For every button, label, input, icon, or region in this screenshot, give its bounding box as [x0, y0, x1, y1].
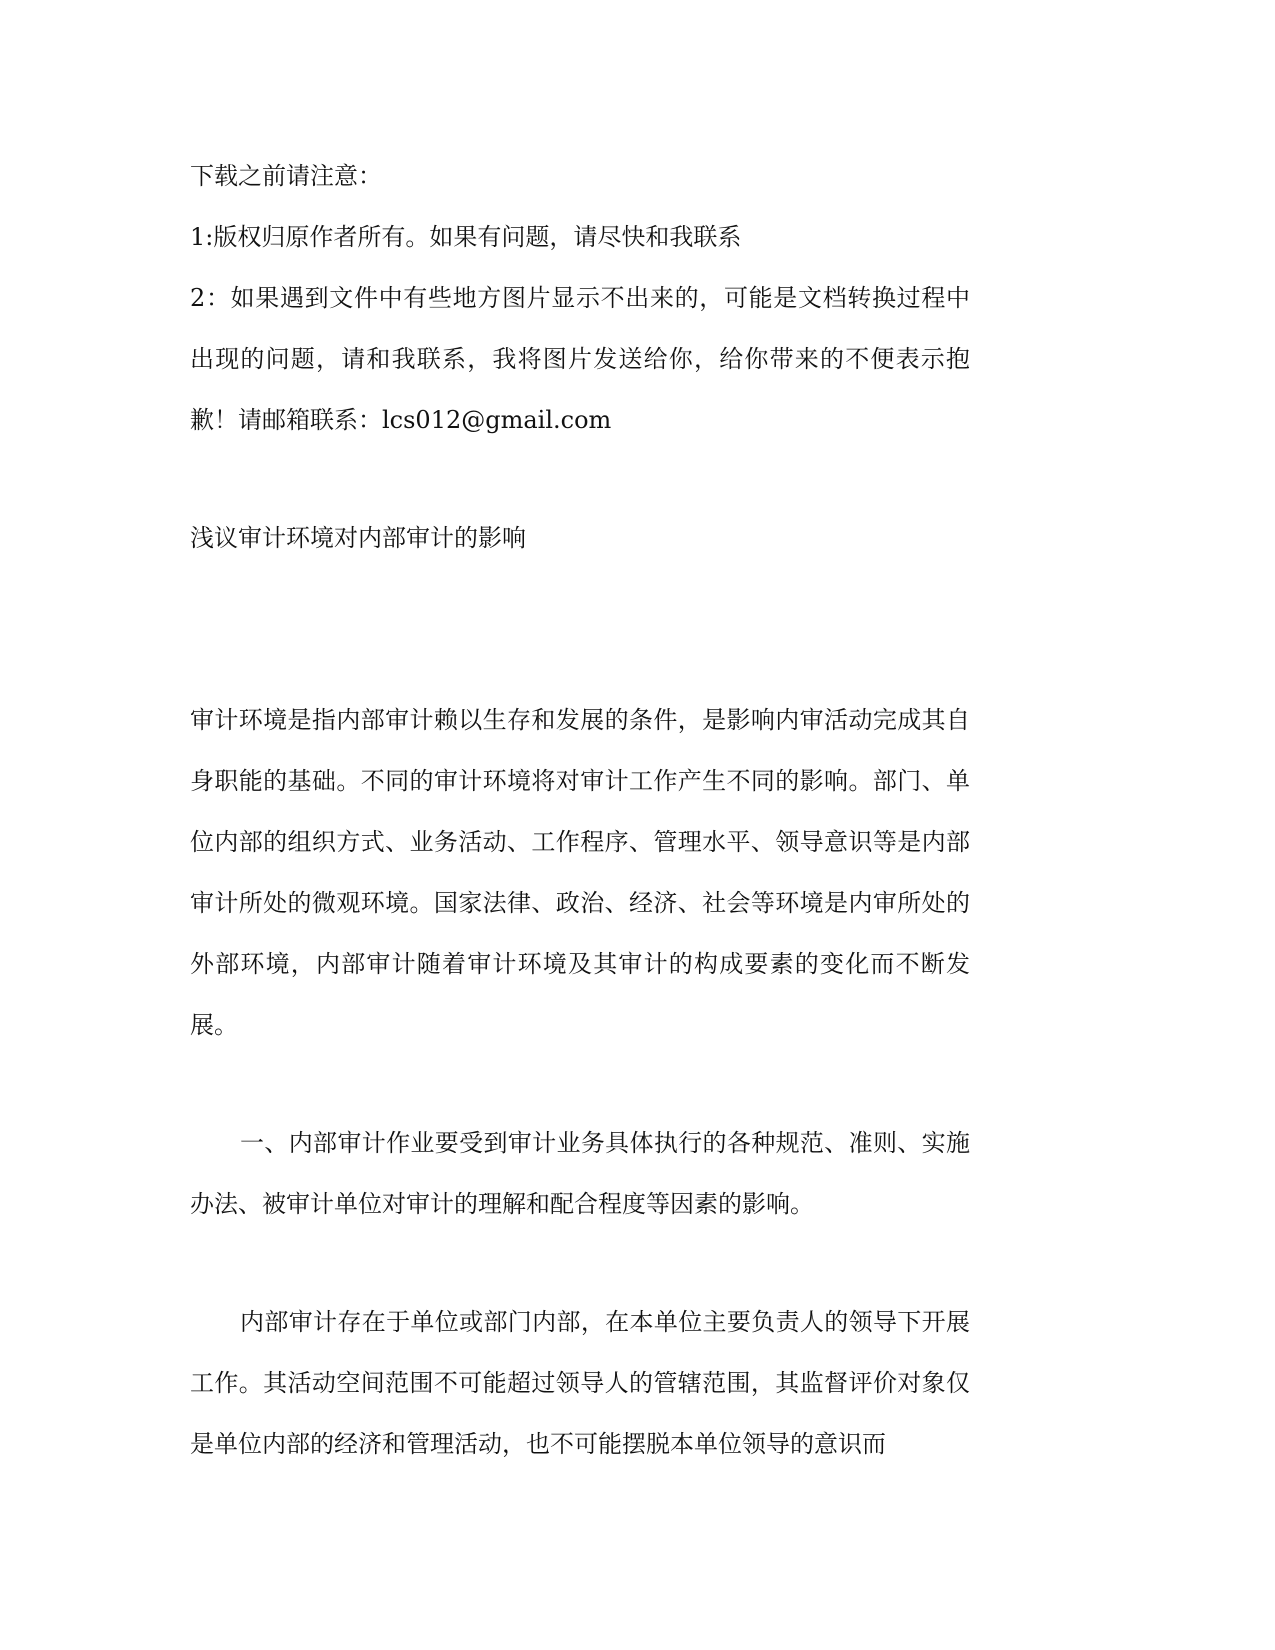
notice-heading: 下载之前请注意： [190, 162, 382, 190]
article-paragraph-1: 审计环境是指内部审计赖以生存和发展的条件，是影响内审活动完成其自身职能的基础。不同的审计环境将对审计工作产生不同的影响。部门、单位内部的组织方式、业务活动、工作程序、管理水平、领导意识等是内部审计所处的微观环境。国家法律、政治、经济、社会等环境是内审所处的外部环境，内部审计随着审计环境及其审计的构成要素的变化而不断发展。 [190, 706, 970, 1039]
document-content [190, 146, 970, 1475]
spacer [190, 451, 970, 508]
spacer [190, 1235, 970, 1292]
article-title: 浅议审计环境对内部审计的影响 [190, 524, 526, 552]
article-paragraph-2: 一、内部审计作业要受到审计业务具体执行的各种规范、准则、实施办法、被审计单位对审计的理解和配合程度等因素的影响。 [190, 1129, 970, 1218]
notice-item-1: 1:版权归原作者所有。如果有问题，请尽快和我联系 [190, 223, 742, 251]
article-paragraph-3: 内部审计存在于单位或部门内部，在本单位主要负责人的领导下开展工作。其活动空间范围不可能超过领导人的管辖范围，其监督评价对象仅是单位内部的经济和管理活动，也不可能摆脱本单位领导的意识而 [190, 1308, 970, 1458]
notice-item-2: 2：如果遇到文件中有些地方图片显示不出来的，可能是文档转换过程中出现的问题，请和我联系，我将图片发送给你，给你带来的不便表示抱歉！请邮箱联系：lcs012@gmail.com [190, 284, 970, 434]
spacer [190, 569, 970, 690]
spacer [190, 1056, 970, 1113]
